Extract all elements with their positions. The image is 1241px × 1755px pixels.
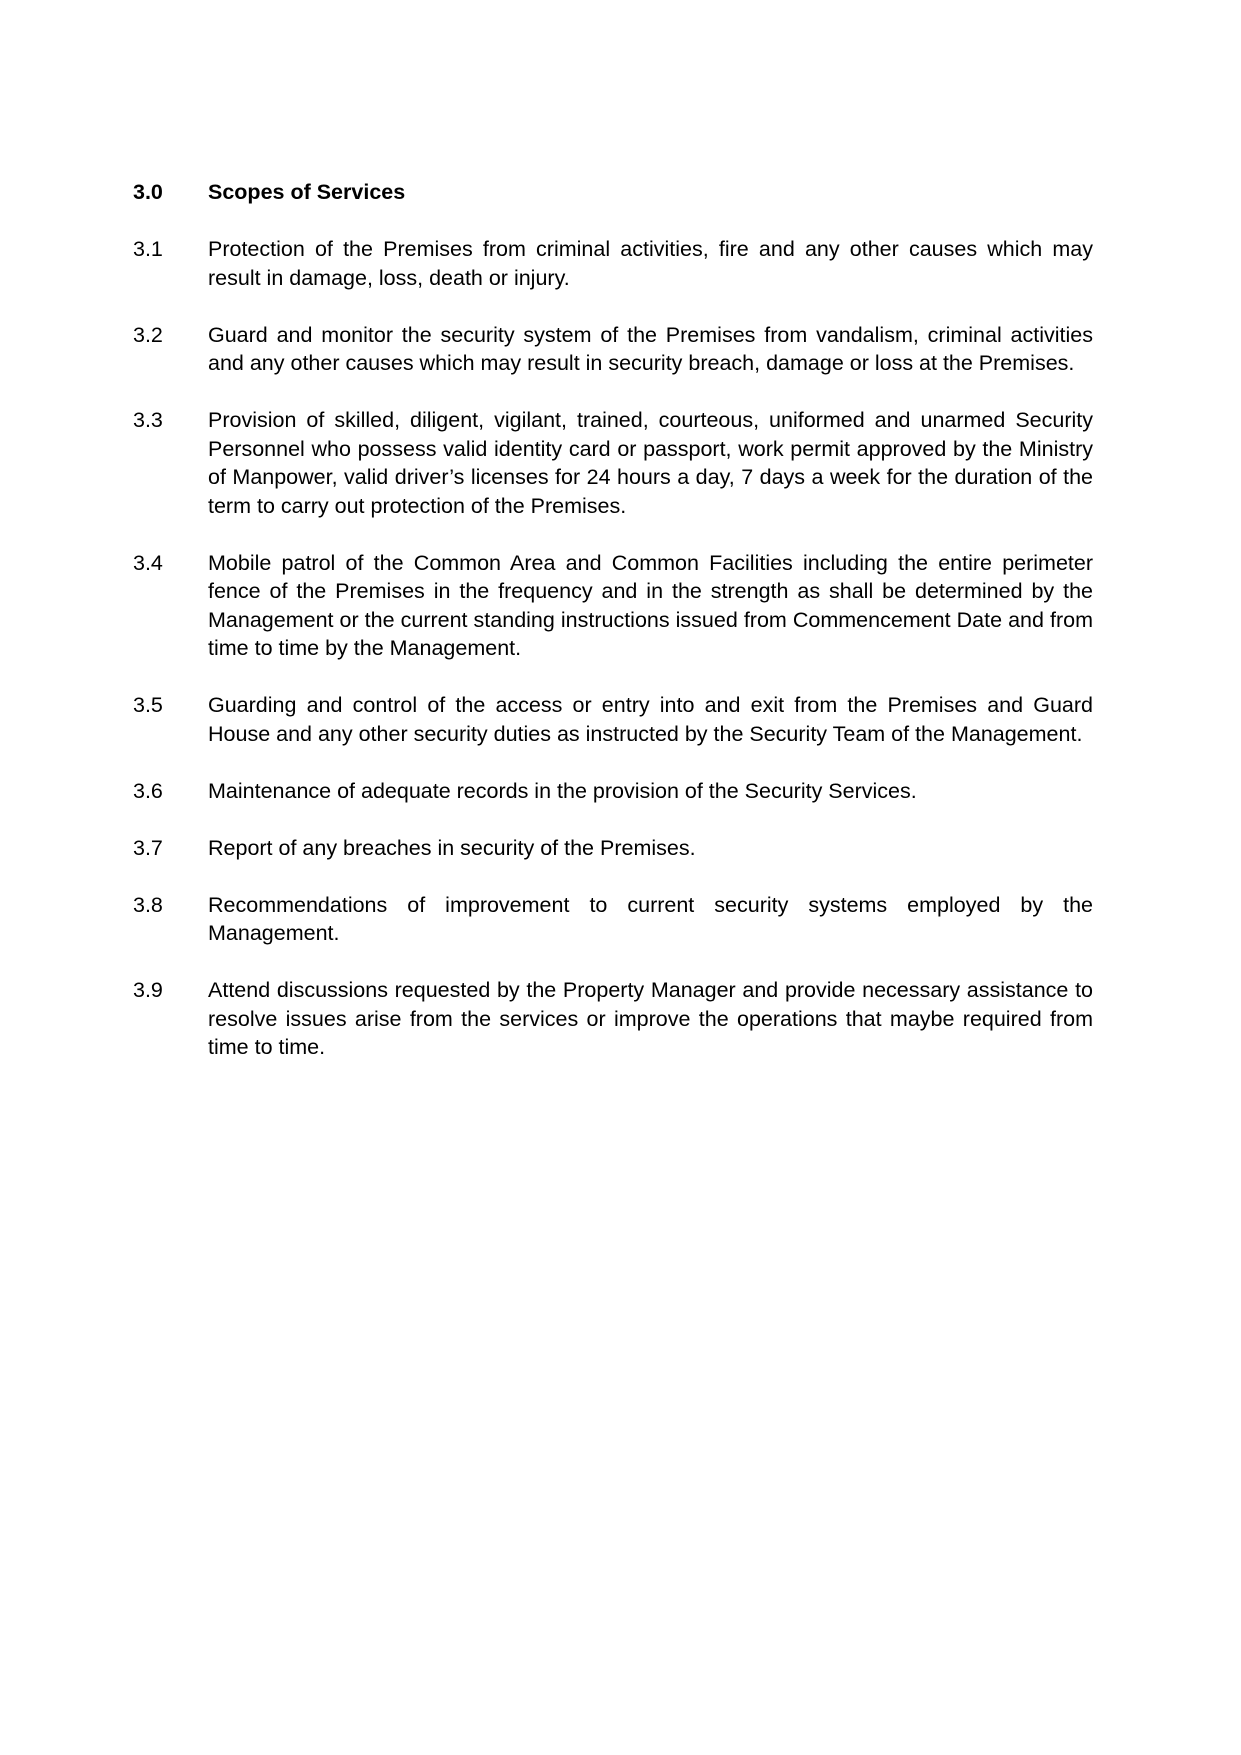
clause-number: 3.7 bbox=[133, 835, 163, 860]
clause-item bbox=[133, 777, 1093, 806]
clause-item bbox=[133, 691, 1093, 748]
clause-text: Guarding and control of the access or entry into and exit from the Premises and Guard House and any other security duties as instructed by the Security Team of the Management. bbox=[208, 693, 1093, 746]
clause-item bbox=[133, 834, 1093, 863]
clause-number: 3.4 bbox=[133, 550, 163, 575]
clause-item bbox=[133, 549, 1093, 663]
clause-text: Provision of skilled, diligent, vigilant, trained, courteous, uniformed and unarmed Security Personnel who possess valid identity card or passport, work permit approved by the Ministry of Manpower, valid driver’s licenses for 24 hours a day, 7 days a week for the duration of the term to carry out protection of the Premises. bbox=[208, 408, 1093, 518]
clause-text: Attend discussions requested by the Property Manager and provide necessary assistance to resolve issues arise from the services or improve the operations that maybe required from time to time. bbox=[208, 978, 1093, 1059]
clause-number: 3.6 bbox=[133, 778, 163, 803]
clause-text: Guard and monitor the security system of the Premises from vandalism, criminal activities and any other causes which may result in security breach, damage or loss at the Premises. bbox=[208, 322, 1093, 375]
section-title: Scopes of Services bbox=[208, 180, 406, 204]
clause-number: 3.8 bbox=[133, 892, 163, 917]
clause-text: Mobile patrol of the Common Area and Common Facilities including the entire perimeter fence of the Premises in the frequency and in the strength as shall be determined by the Management or the current standing instructions issued from Commencement Date and from time to time by the Management. bbox=[208, 550, 1093, 660]
clause-number: 3.3 bbox=[133, 408, 163, 432]
clause-number: 3.1 bbox=[133, 237, 163, 261]
section-number: 3.0 bbox=[133, 180, 163, 204]
clause-number: 3.2 bbox=[133, 322, 163, 347]
clause-item bbox=[133, 321, 1093, 378]
clause-text: Recommendations of improvement to current security systems employed by the Management. bbox=[208, 892, 1093, 945]
section-heading bbox=[133, 178, 1093, 207]
clause-item bbox=[133, 406, 1093, 520]
clause-number: 3.9 bbox=[133, 978, 163, 1002]
clause-text: Protection of the Premises from criminal activities, fire and any other causes which may result in damage, loss, death or injury. bbox=[208, 237, 1093, 290]
clause-text: Report of any breaches in security of the Premises. bbox=[208, 835, 696, 860]
clause-item bbox=[133, 976, 1093, 1062]
clause-item bbox=[133, 891, 1093, 948]
clause-item bbox=[133, 235, 1093, 292]
clause-list bbox=[133, 235, 1093, 1090]
clause-number: 3.5 bbox=[133, 693, 163, 717]
clause-text: Maintenance of adequate records in the provision of the Security Services. bbox=[208, 778, 917, 803]
